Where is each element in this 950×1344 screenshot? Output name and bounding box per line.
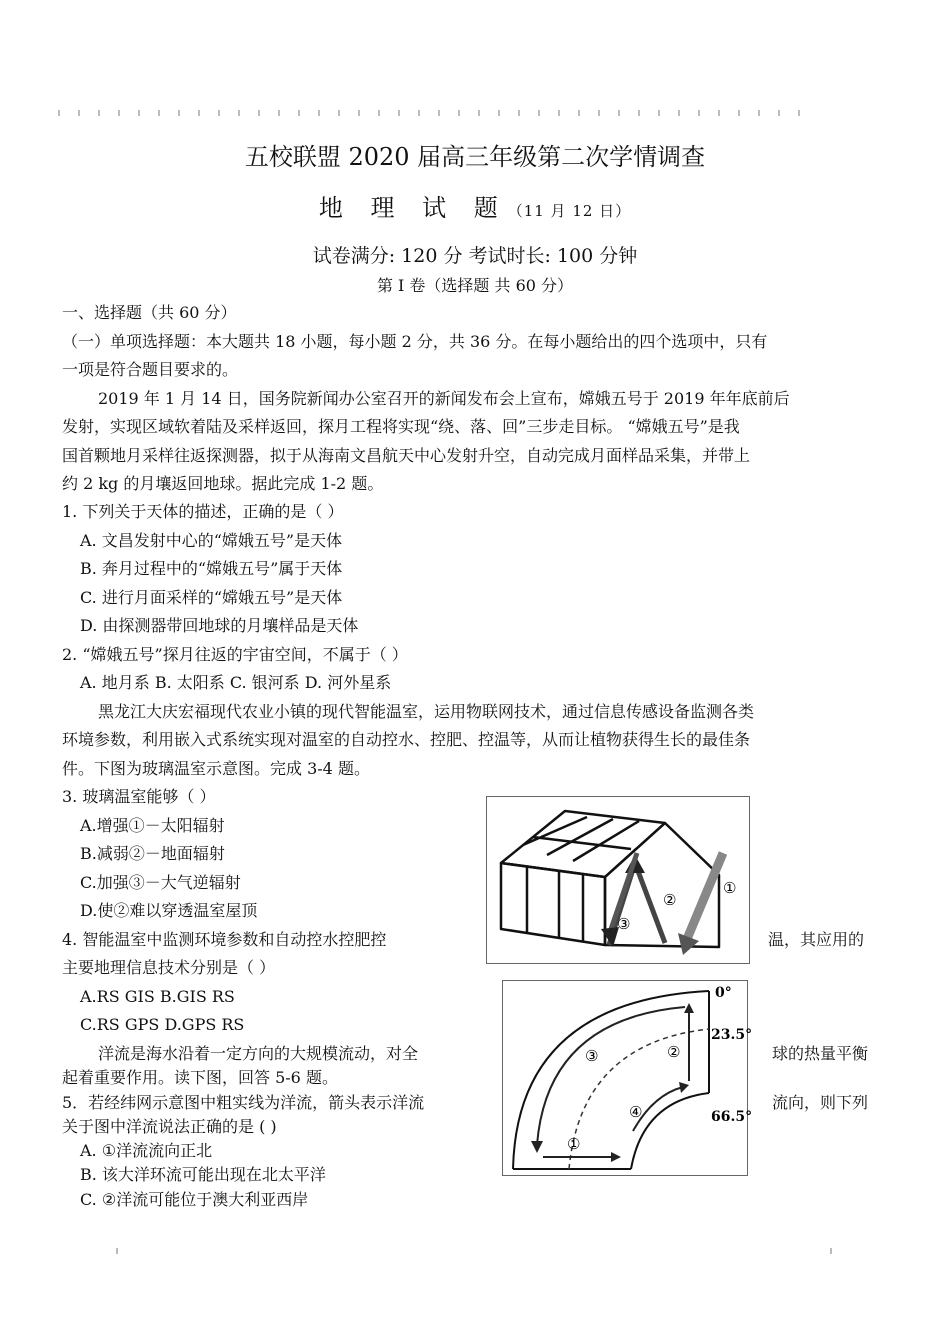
greenhouse-diagram xyxy=(487,797,749,963)
border-dot xyxy=(358,110,360,116)
q4-stem-2: 主要地理信息技术分别是（ ） xyxy=(62,958,276,977)
border-dot xyxy=(578,110,580,116)
lat-label-66-5: 66.5° xyxy=(711,1109,753,1125)
border-dot xyxy=(738,110,740,116)
border-dot xyxy=(298,110,300,116)
passage1-line: 约 2 kg 的月壤返回地球。据此完成 1-2 题。 xyxy=(62,474,384,493)
passage1-line: 发射，实现区域软着陆及采样返回，探月工程将实现“绕、落、回”三步走目标。 “嫦娥五号”是我 xyxy=(62,417,740,436)
q1-option-b: B. 奔月过程中的“嫦娥五号”属于天体 xyxy=(80,559,343,578)
exam-subject xyxy=(0,194,950,222)
border-dot xyxy=(338,110,340,116)
border-dot xyxy=(598,110,600,116)
q5-stem-right: 流向，则下列 xyxy=(772,1093,869,1112)
border-dot xyxy=(78,110,80,116)
passage1-line: 2019 年 1 月 14 日，国务院新闻办公室召开的新闻发布会上宣布，嫦娥五号于 2019 年年底前后 xyxy=(98,389,790,408)
border-dot xyxy=(518,110,520,116)
border-dot xyxy=(98,110,100,116)
border-dot xyxy=(678,110,680,116)
part-heading: 一、选择题（共 60 分） xyxy=(62,303,237,322)
current-label-4: ④ xyxy=(629,1103,643,1121)
border-dot xyxy=(238,110,240,116)
q1-stem: 1. 下列关于天体的描述，正确的是（ ） xyxy=(62,502,344,521)
border-dot xyxy=(498,110,500,116)
q5-stem-2: 关于图中洋流说法正确的是 ( ) xyxy=(62,1117,277,1136)
q3-option-d: D.使②难以穿透温室屋顶 xyxy=(80,901,258,920)
border-dot xyxy=(58,110,60,116)
passage2-line: 环境参数，利用嵌入式系统实现对温室的自动控水、控肥、控温等，从而让植物获得生长的最佳条 xyxy=(62,730,751,749)
border-dot xyxy=(718,110,720,116)
current-label-2: ② xyxy=(667,1043,681,1061)
border-dot xyxy=(258,110,260,116)
section-heading: 第 I 卷（选择题 共 60 分） xyxy=(376,276,574,295)
passage2-line: 黑龙江大庆宏福现代农业小镇的现代智能温室，运用物联网技术，通过信息传感设备监测各类 xyxy=(98,702,755,721)
label-1: ① xyxy=(723,879,737,897)
q5-option-b: B. 该大洋环流可能出现在北太平洋 xyxy=(80,1165,326,1184)
q3-option-c: C.加强③－大气逆辐射 xyxy=(80,873,241,892)
border-dot xyxy=(178,110,180,116)
ocean-current-diagram xyxy=(503,981,753,1175)
q3-stem: 3. 玻璃温室能够（ ） xyxy=(62,787,216,806)
border-dot xyxy=(118,110,120,116)
border-dot xyxy=(478,110,480,116)
passage2-line: 件。下图为玻璃温室示意图。完成 3-4 题。 xyxy=(62,759,370,778)
q1-option-c: C. 进行月面采样的“嫦娥五号”是天体 xyxy=(80,588,343,607)
border-dot xyxy=(558,110,560,116)
label-2: ② xyxy=(663,891,677,909)
bottom-mark xyxy=(830,1248,832,1254)
q3-option-b: B.减弱②－地面辐射 xyxy=(80,844,225,863)
passage3-line1-left: 洋流是海水沿着一定方向的大规模流动，对全 xyxy=(98,1044,419,1063)
instruction-line-2: 一项是符合题目要求的。 xyxy=(62,360,239,379)
border-dot xyxy=(538,110,540,116)
passage3-line2: 起着重要作用。读下图，回答 5-6 题。 xyxy=(62,1068,338,1087)
border-dot xyxy=(418,110,420,116)
q1-option-a: A. 文昌发射中心的“嫦娥五号”是天体 xyxy=(80,531,343,550)
exam-date: （11 月 12 日） xyxy=(507,202,632,220)
subject-name: 地 理 试 题 xyxy=(318,194,508,222)
border-dot xyxy=(658,110,660,116)
q4-stem-right: 温，其应用的 xyxy=(768,930,865,949)
exam-title: 五校联盟 2020 届高三年级第二次学情调查 xyxy=(244,143,706,171)
lat-label-0: 0° xyxy=(715,985,732,1001)
border-dot xyxy=(618,110,620,116)
border-dot xyxy=(398,110,400,116)
q2-stem: 2. “嫦娥五号”探月往返的宇宙空间，不属于（ ） xyxy=(62,645,408,664)
lat-label-23-5: 23.5° xyxy=(711,1027,753,1043)
ocean-current-figure xyxy=(502,980,753,1176)
current-label-1: ① xyxy=(567,1135,581,1153)
q5-stem-left: 5．若经纬网示意图中粗实线为洋流，箭头表示洋流 xyxy=(62,1093,425,1112)
border-dot xyxy=(218,110,220,116)
border-dot xyxy=(758,110,760,116)
q2-options: A. 地月系 B. 太阳系 C. 银河系 D. 河外星系 xyxy=(80,673,392,692)
border-dot xyxy=(458,110,460,116)
instruction-line-1: （一）单项选择题：本大题共 18 小题，每小题 2 分，共 36 分。在每小题给出的四个选项中，只有 xyxy=(62,332,768,351)
border-dot xyxy=(798,110,800,116)
border-dot xyxy=(318,110,320,116)
label-3: ③ xyxy=(617,915,631,933)
bottom-mark xyxy=(116,1248,118,1254)
top-dotted-border xyxy=(58,110,818,116)
q5-option-c: C. ②洋流可能位于澳大利亚西岸 xyxy=(80,1190,309,1209)
passage3-line1-right: 球的热量平衡 xyxy=(772,1044,869,1063)
exam-meta: 试卷满分: 120 分 考试时长: 100 分钟 xyxy=(312,245,638,267)
current-arrows xyxy=(537,1007,689,1157)
border-dot xyxy=(378,110,380,116)
border-dot xyxy=(698,110,700,116)
current-label-3: ③ xyxy=(585,1047,599,1065)
q3-option-a: A.增强①－太阳辐射 xyxy=(80,816,225,835)
border-dot xyxy=(138,110,140,116)
q4-options-2: C.RS GPS D.GPS RS xyxy=(80,1015,245,1034)
q4-stem-left: 4. 智能温室中监测环境参数和自动控水控肥控 xyxy=(62,930,387,949)
q5-option-a: A. ①洋流流向正北 xyxy=(80,1141,213,1160)
border-dot xyxy=(438,110,440,116)
solar-radiation-arrow xyxy=(678,853,723,955)
border-dot xyxy=(278,110,280,116)
border-dot xyxy=(158,110,160,116)
border-dot xyxy=(198,110,200,116)
border-dot xyxy=(778,110,780,116)
q4-options-1: A.RS GIS B.GIS RS xyxy=(80,987,235,1006)
greenhouse-figure xyxy=(486,796,750,964)
q1-option-d: D. 由探测器带回地球的月壤样品是天体 xyxy=(80,616,359,635)
border-dot xyxy=(638,110,640,116)
passage1-line: 国首颗地月采样往返探测器，拟于从海南文昌航天中心发射升空，自动完成月面样品采集，并带上 xyxy=(62,446,751,465)
